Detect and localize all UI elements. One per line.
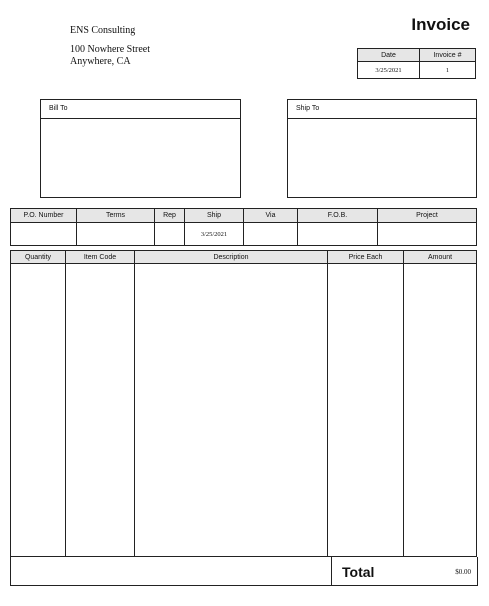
project-value[interactable] — [378, 223, 477, 246]
total-label: Total — [342, 564, 375, 580]
item-code-column[interactable] — [66, 264, 135, 557]
via-value[interactable] — [244, 223, 298, 246]
bill-to-box[interactable] — [40, 99, 241, 198]
address-line-2: Anywhere, CA — [70, 55, 131, 67]
company-name: ENS Consulting — [70, 25, 136, 36]
document-title: Invoice — [411, 15, 470, 34]
fob-header: F.O.B. — [298, 209, 378, 223]
ship-header: Ship — [185, 209, 244, 223]
order-info-table — [10, 208, 477, 246]
via-header: Via — [244, 209, 298, 223]
price-each-column[interactable] — [328, 264, 404, 557]
po-number-value[interactable] — [11, 223, 77, 246]
invoice-number-value[interactable]: 1 — [420, 62, 476, 79]
ship-to-box[interactable] — [287, 99, 477, 198]
terms-header: Terms — [77, 209, 155, 223]
ship-to-label: Ship To — [288, 100, 476, 119]
date-header: Date — [358, 49, 420, 62]
invoice-number-header: Invoice # — [420, 49, 476, 62]
description-header: Description — [135, 251, 328, 264]
rep-value[interactable] — [155, 223, 185, 246]
fob-value[interactable] — [298, 223, 378, 246]
amount-header: Amount — [404, 251, 477, 264]
po-number-header: P.O. Number — [11, 209, 77, 223]
quantity-column[interactable] — [11, 264, 66, 557]
price-each-header: Price Each — [328, 251, 404, 264]
ship-value[interactable]: 3/25/2021 — [185, 223, 244, 246]
date-invoice-table — [357, 48, 476, 79]
totals-row — [10, 557, 478, 586]
total-value: $0.00 — [455, 568, 471, 576]
company-address — [70, 44, 150, 67]
amount-column[interactable] — [404, 264, 477, 557]
date-value[interactable]: 3/25/2021 — [358, 62, 420, 79]
quantity-header: Quantity — [11, 251, 66, 264]
line-items-table — [10, 250, 477, 557]
description-column[interactable] — [135, 264, 328, 557]
totals-cell — [331, 557, 478, 585]
item-code-header: Item Code — [66, 251, 135, 264]
terms-value[interactable] — [77, 223, 155, 246]
bill-to-label: Bill To — [41, 100, 240, 119]
rep-header: Rep — [155, 209, 185, 223]
address-line-1: 100 Nowhere Street — [70, 44, 150, 55]
project-header: Project — [378, 209, 477, 223]
